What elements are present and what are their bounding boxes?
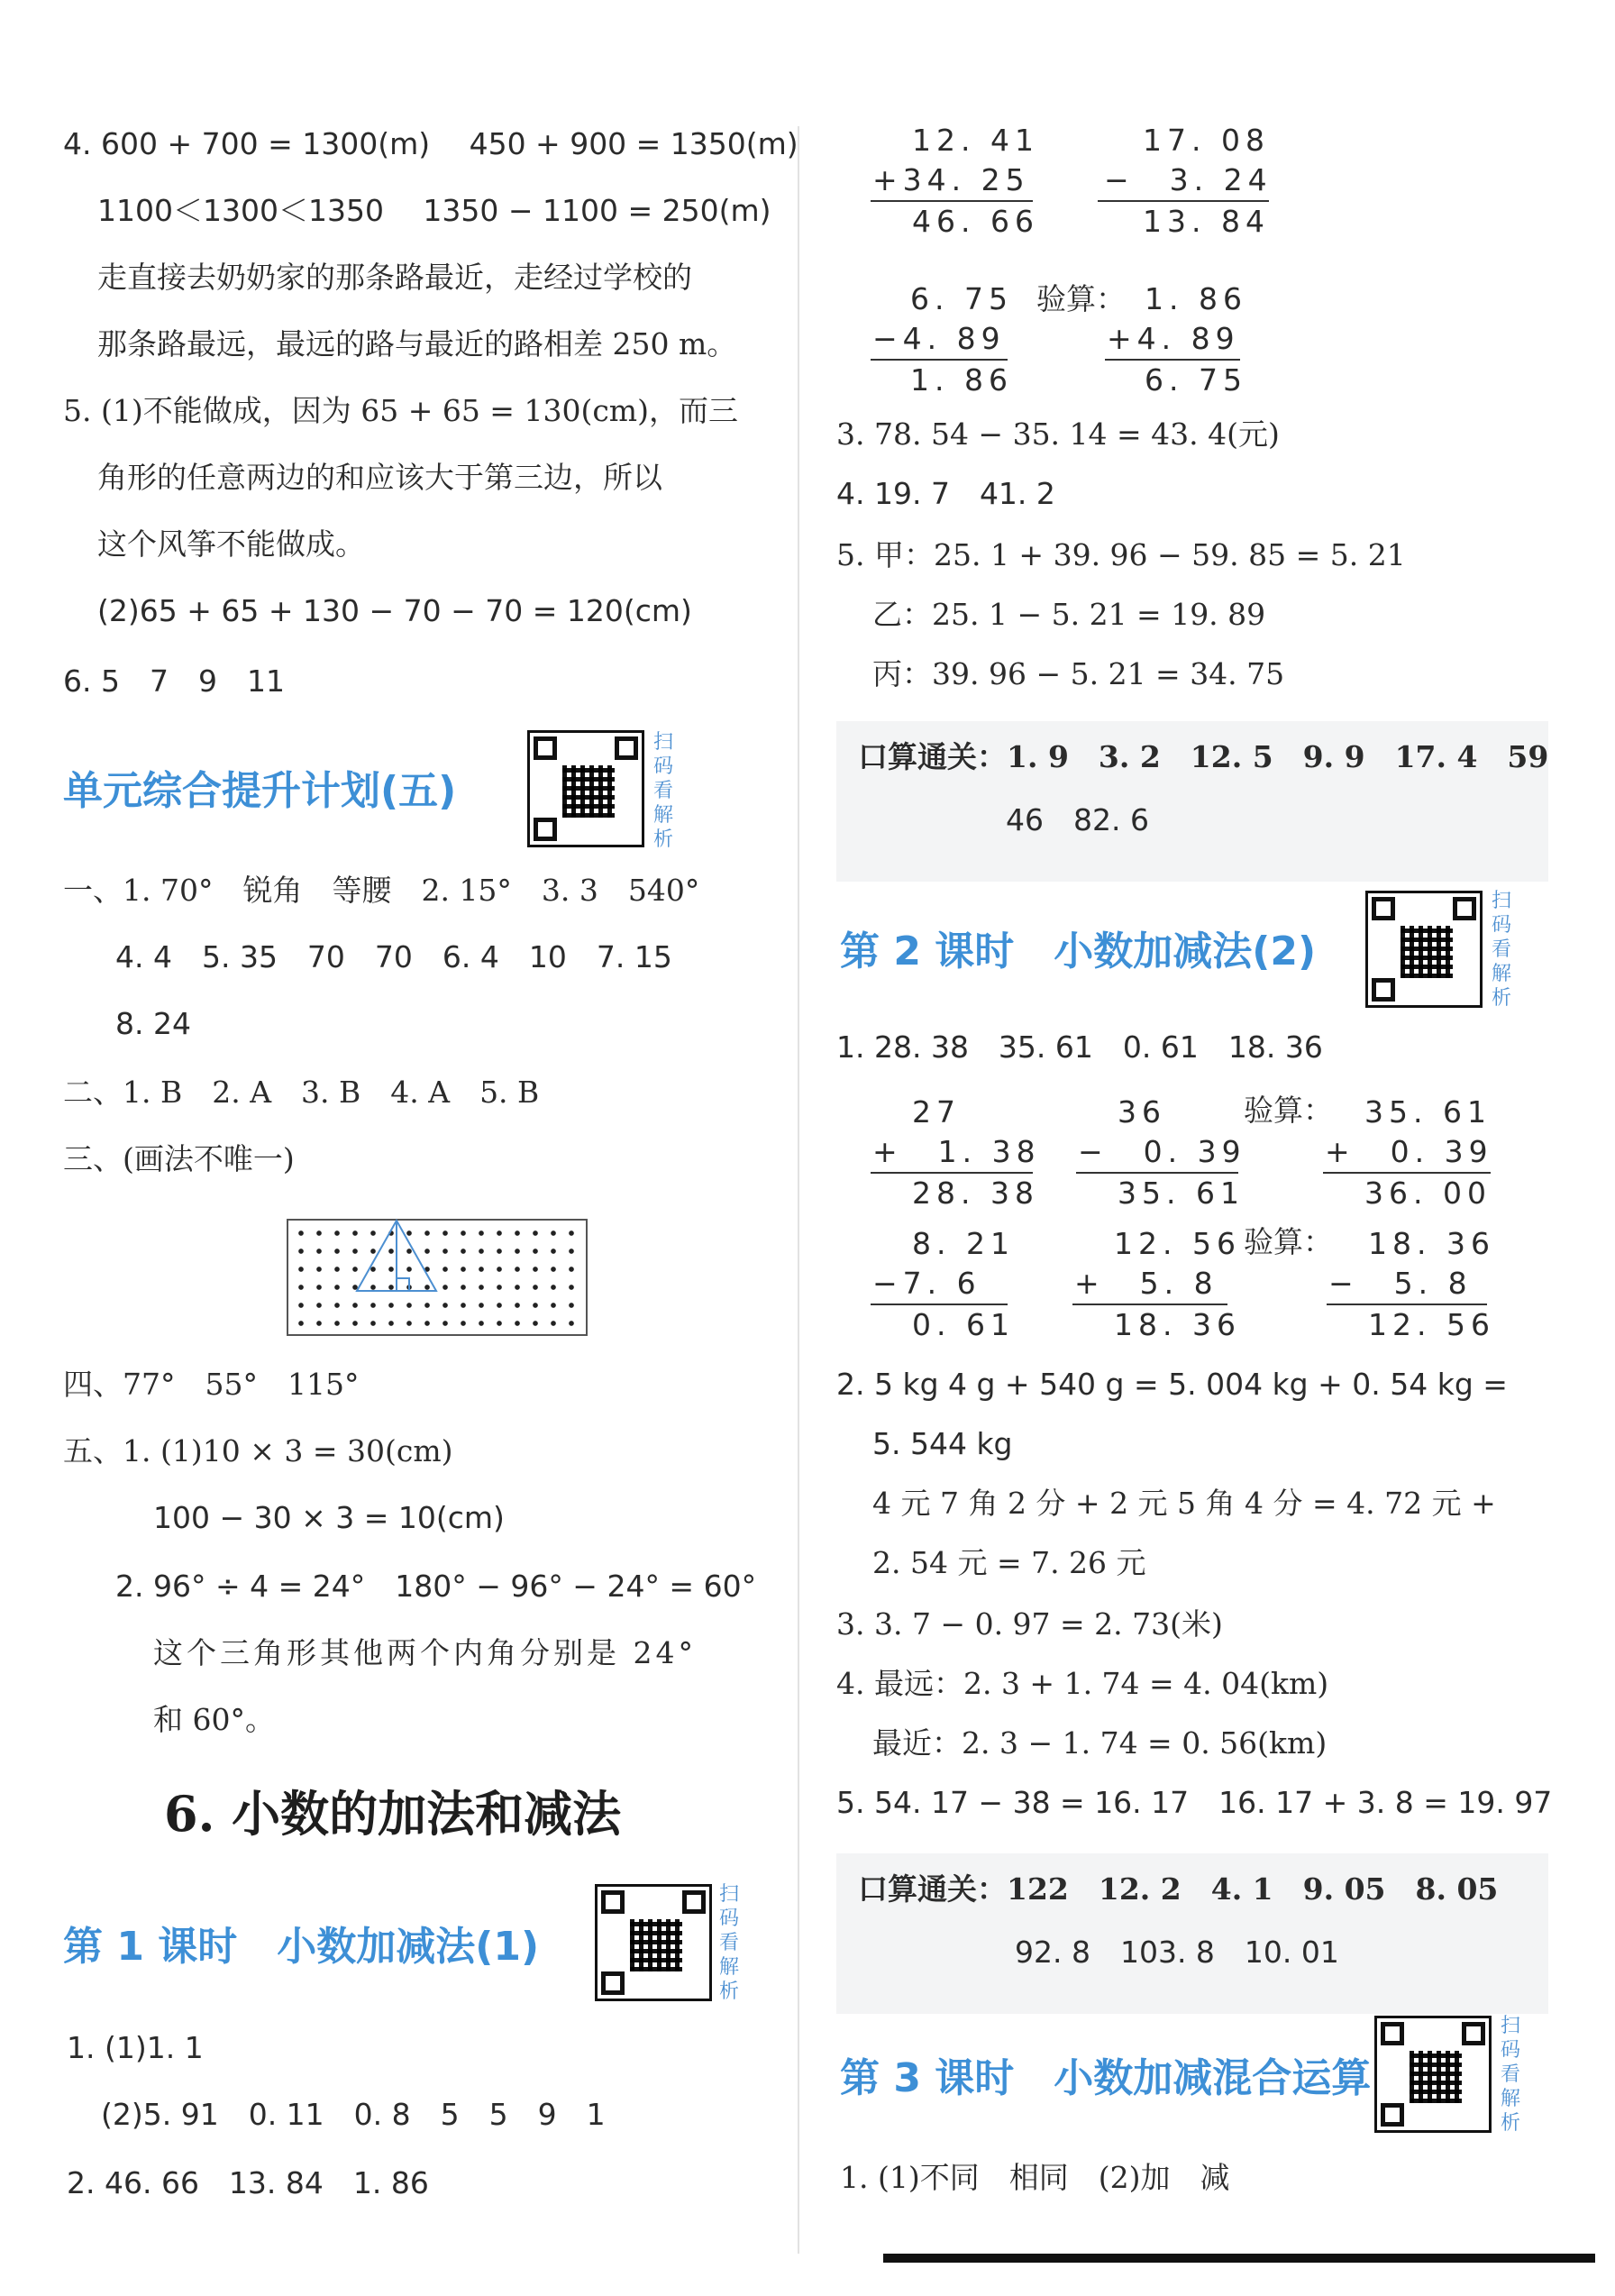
l2-check2-label: 验算： [1244,1224,1333,1259]
sec2-line: 二、1. B 2. A 3. B 4. A 5. B [63,1075,540,1110]
q4-line3: 走直接去奶奶家的那条路最近，走经过学校的 [97,260,692,295]
lesson1-line1: 1. (1)1. 1 [67,2030,204,2065]
l2-c3-top: 35. 61 [1364,1094,1492,1130]
calc1-a-result: 46. 66 [912,204,1039,239]
calc2-a-result: 1. 86 [910,362,1013,398]
calc1-a-op: +34. 25 [872,162,1030,197]
qr-scan-label: 扫 码 看 解 析 [653,731,674,851]
column-divider [798,126,799,2254]
lesson2-q5: 5. 54. 17 − 38 = 16. 17 16. 17 + 3. 8 = 19. 97 [836,1785,1553,1820]
calc2-b-op: +4. 89 [1107,321,1240,356]
sec5-line4: 这个三角形其他两个内角分别是 24° [153,1635,697,1670]
sec4-line: 四、77° 55° 115° [63,1367,360,1402]
bottom-edge-bar [883,2254,1595,2263]
lesson2-q4-line1: 4. 最远：2. 3 + 1. 74 = 4. 04(km) [836,1666,1329,1701]
l2-c5-op: + 5. 8 [1074,1266,1218,1301]
lesson1-heading: 第 1 课时 小数加减法(1) [63,1924,540,1970]
lesson2-q2-line2: 5. 544 kg [872,1426,1013,1461]
r-q5-line1: 5. 甲：25. 1 + 39. 96 − 59. 85 = 5. 21 [836,537,1406,572]
r-q3-line: 3. 78. 54 − 35. 14 = 43. 4(元) [836,416,1280,452]
l2-c3-op: + 0. 39 [1325,1134,1493,1169]
lesson2-q2-line4: 2. 54 元 = 7. 26 元 [872,1545,1146,1580]
sec5-line1: 五、1. (1)10 × 3 = 30(cm) [63,1433,453,1468]
l2-c6-top: 18. 36 [1368,1226,1495,1261]
sec5-line5: 和 60°。 [153,1702,275,1737]
l2-c6-op: − 5. 8 [1328,1266,1473,1301]
l2-c5-result: 18. 36 [1114,1307,1241,1342]
q4-line2: 1100＜1300＜1350 1350 − 1100 = 250(m) [97,193,771,228]
sec1-line1: 一、1. 70° 锐角 等腰 2. 15° 3. 3 540° [63,873,700,908]
l2-c4-top: 8. 21 [912,1226,1015,1261]
q4-line1: 4. 600 + 700 = 1300(m) 450 + 900 = 1350(m) [63,126,798,161]
kousuan2-line2: 92. 8 103. 8 10. 01 [1015,1935,1339,1970]
sec1-line2: 4. 4 5. 35 70 70 6. 4 10 7. 15 [115,939,672,974]
q6-line: 6. 5 7 9 11 [63,663,285,699]
calc1-b-op: − 3. 24 [1104,162,1273,197]
l2-c5-top: 12. 56 [1114,1226,1241,1261]
calc2-b-top: 1. 86 [1145,281,1247,316]
calc2-a-top: 6. 75 [910,281,1013,316]
kousuan1-line1: 口算通关：1. 9 3. 2 12. 5 9. 9 17. 4 59 [858,739,1549,774]
l2-check1-label: 验算： [1244,1093,1333,1128]
triangle-drawing [287,1219,588,1336]
calc1-a-top: 12. 41 [912,123,1039,158]
kousuan1-line2: 46 82. 6 [1006,802,1149,837]
qr-scan-label: 扫 码 看 解 析 [1492,890,1512,1010]
l2-c1-op: + 1. 38 [872,1134,1041,1169]
qr-scan-label: 扫 码 看 解 析 [719,1883,740,2003]
lesson1-line3: 2. 46. 66 13. 84 1. 86 [67,2165,429,2200]
l2-c2-result: 35. 61 [1118,1175,1245,1211]
q5-line4: (2)65 + 65 + 130 − 70 − 70 = 120(cm) [97,593,692,628]
l2-c3-result: 36. 00 [1364,1175,1492,1211]
r-q4-line: 4. 19. 7 41. 2 [836,476,1055,511]
lesson2-heading: 第 2 课时 小数加减法(2) [840,928,1317,974]
lesson1-line2: (2)5. 91 0. 11 0. 8 5 5 9 1 [101,2097,606,2132]
lesson3-q1: 1. (1)不同 相同 (2)加 减 [840,2160,1230,2195]
unit-heading: 单元综合提升计划(五) [63,768,457,814]
qr-code-icon [1374,2016,1492,2133]
kousuan2-line1: 口算通关：122 12. 2 4. 1 9. 05 8. 05 [858,1871,1499,1907]
l2-c4-op: −7. 6 [872,1266,981,1301]
lesson2-q1: 1. 28. 38 35. 61 0. 61 18. 36 [836,1029,1323,1065]
calc1-b-result: 13. 84 [1143,204,1270,239]
chapter-title: 6. 小数的加法和减法 [164,1785,622,1843]
qr-scan-label: 扫 码 看 解 析 [1501,2015,1521,2135]
q5-line2: 角形的任意两边的和应该大于第三边，所以 [97,460,662,495]
qr-code-icon [595,1884,712,2001]
l2-c2-op: − 0. 39 [1078,1134,1246,1169]
l2-c2-top: 36 [1118,1094,1166,1130]
l2-c6-result: 12. 56 [1368,1307,1495,1342]
lesson2-q2-line3: 4 元 7 角 2 分 + 2 元 5 角 4 分 = 4. 72 元 + [872,1486,1496,1521]
sec1-line3: 8. 24 [115,1006,191,1041]
calc2-check-label: 验算： [1036,281,1126,316]
l2-c4-result: 0. 61 [912,1307,1015,1342]
qr-code-icon [1365,891,1483,1008]
sec3-line: 三、(画法不唯一) [63,1141,295,1176]
r-q5-line3: 丙：39. 96 − 5. 21 = 34. 75 [872,656,1285,691]
lesson2-q3: 3. 3. 7 − 0. 97 = 2. 73(米) [836,1606,1223,1642]
qr-code-icon [527,730,644,847]
lesson2-q4-line2: 最近：2. 3 − 1. 74 = 0. 56(km) [872,1725,1328,1761]
lesson3-heading: 第 3 课时 小数加减混合运算 [840,2055,1372,2101]
r-q5-line2: 乙：25. 1 − 5. 21 = 19. 89 [872,597,1266,632]
calc1-b-top: 17. 08 [1143,123,1270,158]
calc2-b-result: 6. 75 [1145,362,1247,398]
q4-line4: 那条路最远，最远的路与最近的路相差 250 m。 [97,326,737,361]
lesson2-q2-line1: 2. 5 kg 4 g + 540 g = 5. 004 kg + 0. 54 kg = [836,1367,1508,1402]
q5-line1: 5. (1)不能做成，因为 65 + 65 = 130(cm)，而三 [63,393,738,428]
sec5-line3: 2. 96° ÷ 4 = 24° 180° − 96° − 24° = 60° [115,1569,757,1604]
l2-c1-result: 28. 38 [912,1175,1039,1211]
sec5-line2: 100 − 30 × 3 = 10(cm) [153,1500,505,1535]
l2-c1-top: 27 [912,1094,961,1130]
calc2-a-op: −4. 89 [872,321,1006,356]
q5-line3: 这个风筝不能做成。 [97,526,365,562]
